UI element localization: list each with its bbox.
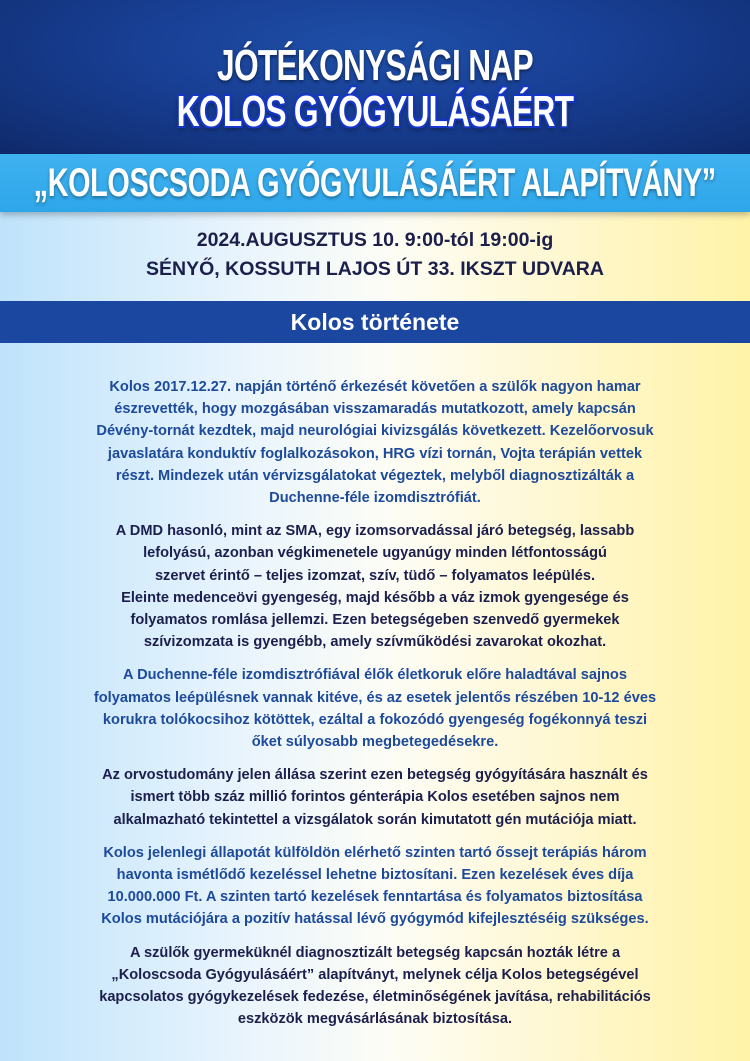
paragraph-line: ismert több száz millió forintos génterápia Kolos esetében sajnos nem xyxy=(130,789,620,806)
paragraph-line: „Koloscsoda Gyógyulásáért” alapítványt, melynek célja Kolos betegségével xyxy=(111,966,639,983)
paragraph-line: alkalmazható tekintettel a vizsgálatok során kimutatott gén mutációja miatt. xyxy=(113,811,637,828)
paragraph-line: javaslatára konduktív foglalkozásokon, HRG vízi tornán, Vojta terápián vettek xyxy=(107,445,643,462)
section-title: Kolos története xyxy=(290,309,460,335)
paragraph-line: folyamatos leépülésnek vannak kitéve, és az esetek jelentős részében 10-12 éves xyxy=(93,689,657,706)
paragraph-line: Az orvostudomány jelen állása szerint ezen betegség gyógyítására használt és xyxy=(102,767,648,784)
paragraph-line: Kolos mutációjára a pozitív hatással lévő gyógymód kifejlesztéséig szükséges. xyxy=(101,911,649,928)
paragraph-line: szívizomzata is gyengébb, amely szívműködési zavarokat okozhat. xyxy=(143,634,607,651)
foundation-name: „KOLOSCSODA GYÓGYULÁSÁÉRT ALAPÍTVÁNY” xyxy=(33,161,717,205)
paragraph-line: A Duchenne-féle izomdisztrófiával élők életkoruk előre haladtával sajnos xyxy=(123,667,627,684)
paragraph-line: folyamatos romlása jellemzi. Ezen betegségeben szenvedő gyermekek xyxy=(130,612,620,629)
paragraph-line: havonta ismétlődő kezeléssel lehetne biztosítani. Ezen kezelések éves díja xyxy=(116,867,634,884)
story-content xyxy=(0,376,750,1041)
section-header-bar xyxy=(0,301,750,343)
story-paragraph xyxy=(0,942,750,1031)
paragraph-line: Kolos jelenlegi állapotát külföldön elérhető szinten tartó őssejt terápiás három xyxy=(103,844,647,861)
paragraph-line: Dévény-tornát kezdtek, majd neurológiai kivizsgálás következett. Kezelőorvosuk xyxy=(96,423,654,440)
paragraph-line: A szülők gyermeküknél diagnosztizált betegség kapcsán hozták létre a xyxy=(129,944,621,961)
paragraph-line: lefolyású, azonban végkimenetele ugyanúgy minden létfontosságú xyxy=(143,545,607,562)
event-title: JÓTÉKONYSÁGI NAP xyxy=(217,41,533,90)
header-banner xyxy=(0,0,750,154)
paragraph-line: korukra tolókocsihoz kötöttek, ezáltal a fokozódó gyengeség fogékonnyá teszi xyxy=(102,711,648,728)
paragraph-line: kapcsolatos gyógykezelések fedezése, életminőségének javítása, rehabilitációs xyxy=(99,989,651,1006)
story-paragraph xyxy=(0,664,750,753)
paragraph-line: eszközök megvásárlásának biztosítása. xyxy=(237,1011,513,1028)
story-paragraph xyxy=(0,520,750,653)
paragraph-line: őket súlyosabb megbetegedésekre. xyxy=(251,734,499,751)
event-location: SÉNYŐ, KOSSUTH LAJOS ÚT 33. IKSZT UDVARA xyxy=(146,258,604,280)
paragraph-line: 10.000.000 Ft. A szinten tartó kezelések fenntartása és folyamatos biztosítása xyxy=(107,889,643,906)
story-paragraph xyxy=(0,764,750,831)
story-paragraph xyxy=(0,842,750,931)
foundation-band xyxy=(0,154,750,212)
event-date-time: 2024.AUGUSZTUS 10. 9:00-tól 19:00-ig xyxy=(196,229,554,251)
paragraph-line: Duchenne-féle izomdisztrófiát. xyxy=(269,490,481,507)
story-paragraph xyxy=(0,376,750,509)
paragraph-line: szervet érintő – teljes izomzat, szív, tüdő – folyamatos leépülés. xyxy=(154,567,596,584)
event-subtitle: KOLOS GYÓGYULÁSÁÉRT xyxy=(176,87,574,136)
paragraph-line: A DMD hasonló, mint az SMA, egy izomsorvadással járó betegség, lassabb xyxy=(115,523,635,540)
paragraph-line: Kolos 2017.12.27. napján történő érkezését követően a szülők nagyon hamar xyxy=(109,379,641,395)
paragraph-line: észrevették, hogy mozgásában visszamaradás mutatkozott, amely kapcsán xyxy=(114,401,636,418)
paragraph-line: Eleinte medenceövi gyengeség, majd később a váz izmok gyengesége és xyxy=(121,589,629,606)
event-info xyxy=(0,226,750,284)
paragraph-line: részt. Mindezek után vérvizsgálatokat végeztek, melyből diagnosztizálták a xyxy=(115,467,635,484)
